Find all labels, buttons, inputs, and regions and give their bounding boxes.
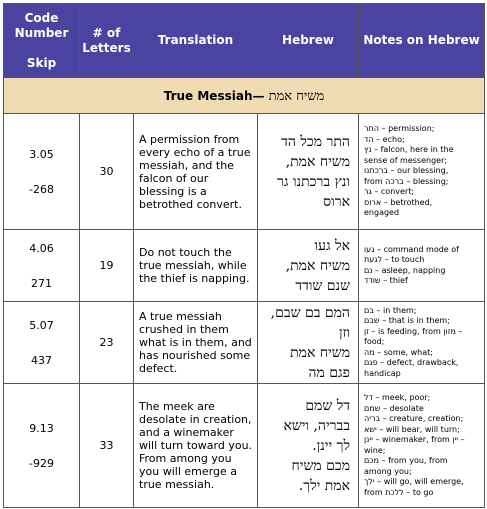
- code-cell: [4, 384, 80, 508]
- hebrew-line: אמת ילך.: [298, 477, 350, 494]
- hebrew-line: משיח אמת,: [285, 153, 350, 170]
- note-line: שבם – that is in them;: [364, 316, 450, 326]
- code-number: 5.07: [29, 318, 54, 332]
- code-number: 9.13: [29, 421, 54, 435]
- note-line: דל – meek, poor;: [364, 393, 431, 402]
- letters-cell: 33: [80, 384, 134, 508]
- note-line: ילך – will go, will emerge,: [364, 477, 464, 486]
- note-line: יינן – winemaker, from יין –: [364, 435, 465, 444]
- note-line: from ברכה – blessing;: [364, 176, 449, 186]
- code-cell: [4, 114, 80, 230]
- note-line: הד – echo;: [364, 134, 405, 144]
- letters-cell: 30: [80, 114, 134, 230]
- hebrew-cell: [258, 384, 359, 508]
- translation-cell: The meek are desolate in creation, and a winemaker will turn toward you. From among you you will emerge a true messiah.: [134, 384, 258, 508]
- note-line: שודד – thief: [364, 276, 408, 285]
- header-notes: Notes on Hebrew: [359, 4, 485, 78]
- translation-cell: Do not touch the true messiah, while the thief is napping.: [134, 230, 258, 302]
- note-line: לגעת – to touch: [364, 255, 425, 264]
- hebrew-cell: [258, 230, 359, 302]
- hebrew-line: ונץ ברכתנו גר: [277, 173, 350, 190]
- notes-cell: [359, 384, 485, 508]
- notes-cell: [359, 302, 485, 384]
- table-row: [4, 114, 485, 230]
- note-line: ברכתנו – our blessing,: [364, 166, 449, 176]
- section-hebrew: משיח אמת: [268, 88, 325, 104]
- note-line: ישא – will bear, will turn;: [364, 424, 460, 434]
- header-row: [4, 4, 485, 78]
- hebrew-line: שנם שודד: [295, 277, 350, 294]
- note-line: פגם – defect, drawback,: [364, 358, 459, 368]
- hebrew-line: משיח אמת: [290, 344, 350, 361]
- letters-cell: 19: [80, 230, 134, 302]
- note-line: from ללכת – to go: [364, 487, 434, 497]
- note-line: engaged: [364, 208, 400, 218]
- code-cell: [4, 302, 80, 384]
- header-hebrew: Hebrew: [258, 4, 359, 78]
- hebrew-cell: [258, 302, 359, 384]
- note-line: sense of messenger;: [364, 155, 448, 165]
- notes-cell: [359, 114, 485, 230]
- hebrew-line: מכם משיח: [291, 457, 350, 474]
- hebrew-line: פגם מה: [308, 364, 350, 381]
- translation-cell: A true messiah crushed in them what is in them, and has nourished some defect.: [134, 302, 258, 384]
- table-row: [4, 230, 485, 302]
- note-line: בם – in them;: [364, 305, 417, 315]
- header-translation: Translation: [134, 4, 258, 78]
- note-line: נץ – falcon, here in the: [364, 145, 454, 155]
- hebrew-line: דל שמם: [305, 397, 350, 414]
- note-line: גר – convert;: [364, 187, 415, 197]
- code-table-container: [3, 3, 485, 508]
- hebrew-line: בבריה, וישא: [283, 417, 350, 434]
- hebrew-line: וזן: [338, 324, 350, 341]
- note-line: food;: [364, 337, 385, 347]
- section-title: [4, 78, 485, 114]
- hebrew-line: התר מכל הד: [281, 133, 350, 150]
- note-line: wine;: [364, 445, 386, 455]
- hebrew-cell: [258, 114, 359, 230]
- code-cell: [4, 230, 80, 302]
- hebrew-line: ארוס: [323, 193, 350, 210]
- letters-cell: 23: [80, 302, 134, 384]
- hebrew-line: המם בם שבם,: [270, 304, 350, 321]
- note-line: handicap: [364, 368, 401, 378]
- code-number: 4.06: [29, 241, 54, 255]
- skip-value: 271: [31, 276, 52, 290]
- hebrew-line: משיח אמת,: [285, 257, 350, 274]
- translation-cell: A permission from every echo of a true messiah, and the falcon of our blessing is a betrothed convert.: [134, 114, 258, 230]
- table-row: [4, 384, 485, 508]
- skip-value: -268: [29, 182, 54, 196]
- note-line: מה – some, what;: [364, 347, 433, 357]
- code-number: 3.05: [29, 147, 54, 161]
- section-label: True Messiah—: [163, 88, 265, 103]
- table-row: [4, 302, 485, 384]
- note-line: נם – asleep, napping: [364, 265, 446, 275]
- hebrew-line: לך יינן.: [312, 437, 350, 454]
- section-row: [4, 78, 485, 114]
- code-table: [3, 3, 485, 508]
- skip-value: 437: [31, 353, 52, 367]
- note-line: זן – is feeding, from מזון –: [364, 326, 463, 336]
- note-line: ארוס – betrothed,: [364, 197, 433, 207]
- note-line: מכם – from you, from: [364, 456, 448, 465]
- notes-cell: [359, 230, 485, 302]
- note-line: געו – command mode of: [364, 244, 459, 254]
- note-line: בריה – creature, creation;: [364, 414, 464, 423]
- skip-value: -929: [29, 456, 54, 470]
- note-line: התר – permission;: [364, 124, 435, 134]
- hebrew-line: אל געו: [314, 237, 350, 254]
- header-code-number: Code Number Skip: [4, 4, 80, 78]
- note-line: שמם – desolate: [364, 403, 424, 413]
- note-line: among you;: [364, 466, 412, 476]
- header-letters: # of Letters: [80, 4, 134, 78]
